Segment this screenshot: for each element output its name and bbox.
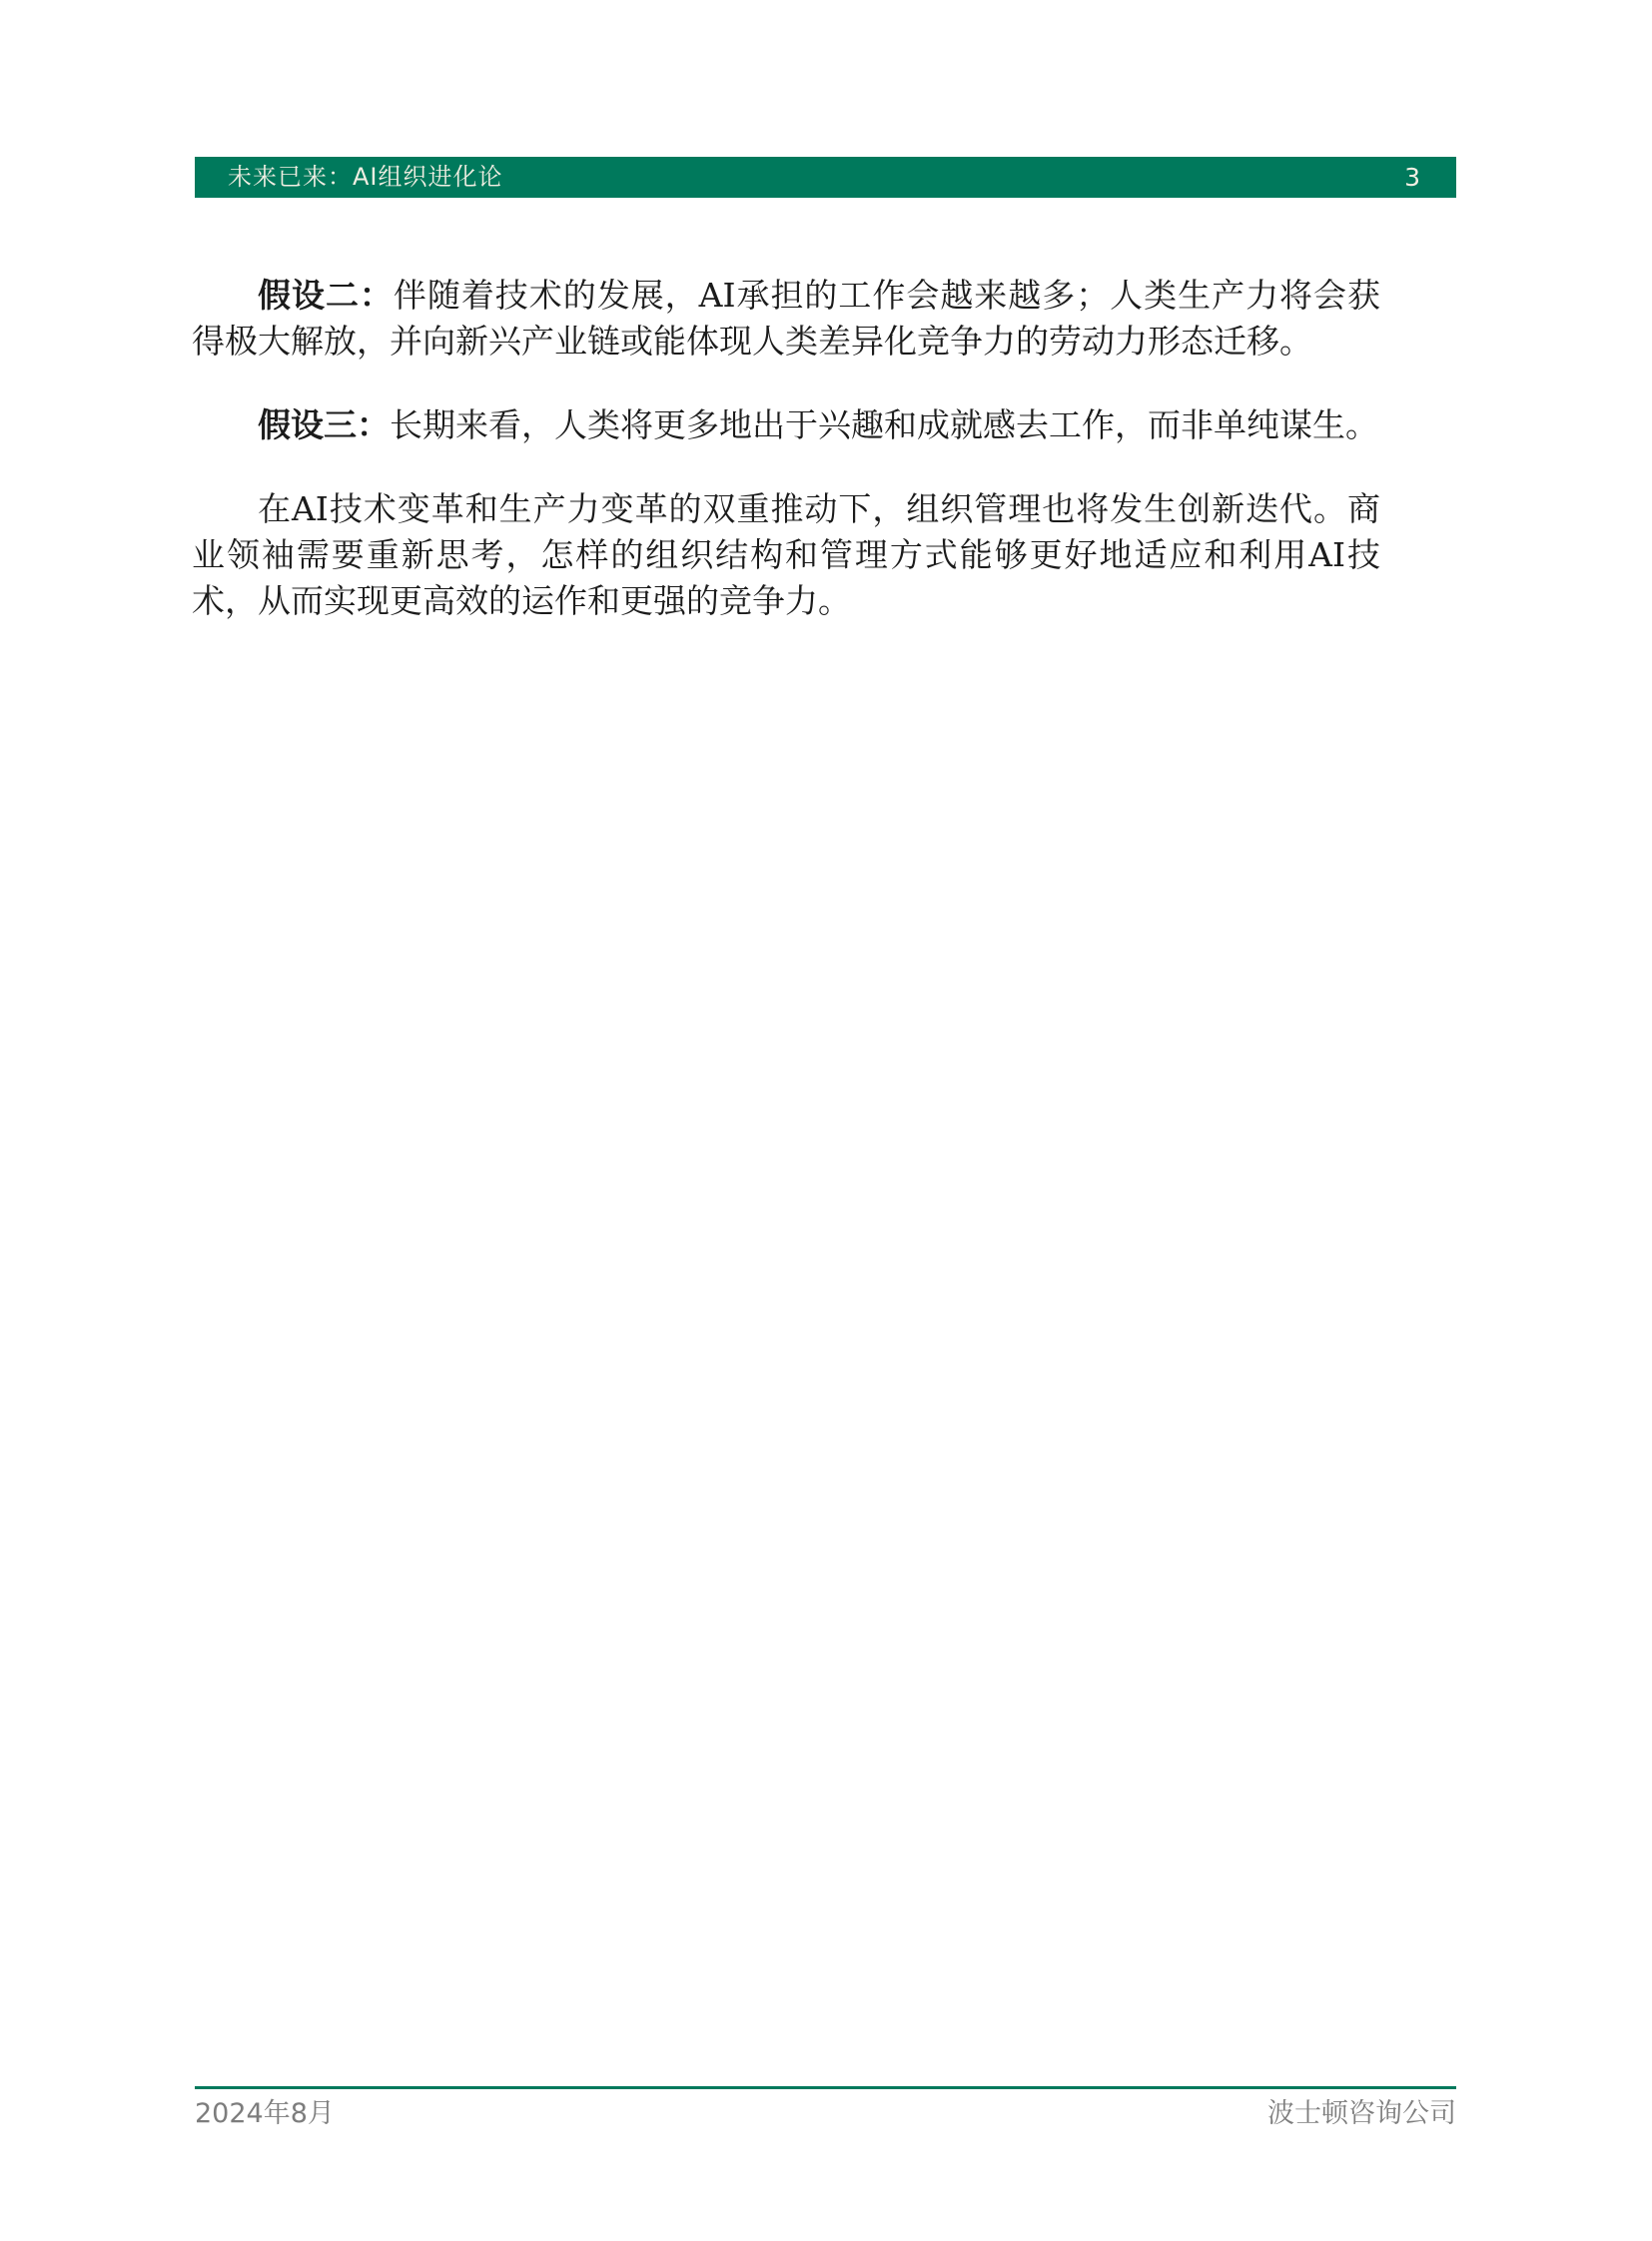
paragraph-hypothesis-2-text: 伴随着技术的发展，AI承担的工作会越来越多；人类生产力将会获得极大解放，并向新兴产业链或能体现人类差异化竞争力的劳动力形态迁移。 bbox=[192, 276, 1380, 361]
page-number: 3 bbox=[1404, 163, 1420, 192]
header-title: 未来已来：AI组织进化论 bbox=[228, 163, 503, 191]
paragraph-hypothesis-3-text: 长期来看，人类将更多地出于兴趣和成就感去工作，而非单纯谋生。 bbox=[390, 405, 1378, 444]
paragraph-hypothesis-3 bbox=[192, 402, 1380, 448]
footer-company: 波士顿咨询公司 bbox=[1267, 2098, 1456, 2129]
paragraph-org-management-text: 在AI技术变革和生产力变革的双重推动下，组织管理也将发生创新迭代。商业领袖需要重新思考，怎样的组织结构和管理方式能够更好地适应和利用AI技术，从而实现更高效的运作和更强的竞争力。 bbox=[192, 489, 1380, 620]
page-footer bbox=[195, 2086, 1456, 2130]
footer-date: 2024年8月 bbox=[195, 2098, 335, 2129]
paragraph-hypothesis-3-lead: 假设三： bbox=[258, 405, 390, 444]
paragraph-hypothesis-2 bbox=[192, 273, 1380, 365]
body-content bbox=[192, 273, 1380, 624]
paragraph-hypothesis-2-lead: 假设二： bbox=[258, 276, 394, 315]
page-header-band bbox=[195, 157, 1456, 198]
paragraph-org-management bbox=[192, 486, 1380, 624]
